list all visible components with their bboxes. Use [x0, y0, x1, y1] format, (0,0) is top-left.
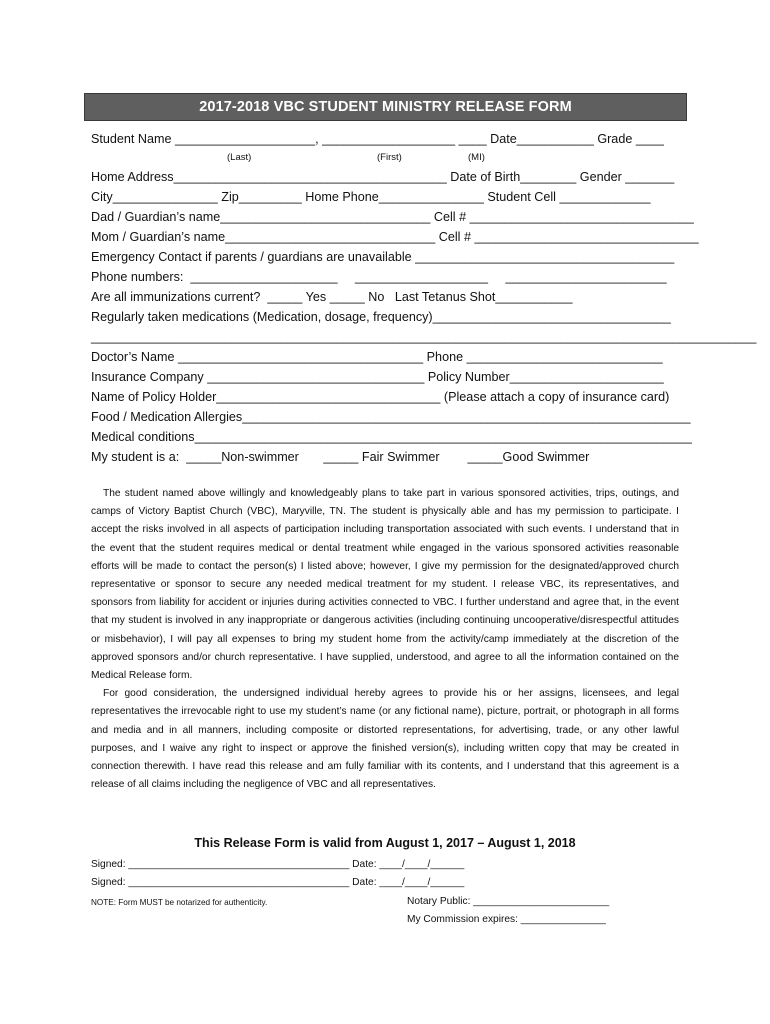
- immunizations-line[interactable]: Are all immunizations current? _____ Yes _____ No Last Tetanus Shot___________: [91, 290, 573, 304]
- notary-public-line[interactable]: Notary Public: ________________________: [407, 896, 610, 907]
- release-paragraph-1: The student named above willingly and knowledgeably plans to take part in various sponsored activities, trips, outings, and camps of Victory Baptist Church (VBC), Maryville, TN. The student is physically able and has my permission to participate. I accept the risks involved in all aspects of participation including transportation associated with such events. I understand that in the event that the student requires medical or dental treatment while engaged in the various sponsored activities reasonable efforts will be made to contact the person(s) I listed above; however, I give my permission for the designated/approved church representative or sponsor to secure any needed medical treatment for my student. I release VBC, its representatives, and sponsors from liability for accident or injuries during activities connected to VBC. I further understand and agree that, in the event that my student is involved in any inappropriate or dangerous activities (including continuing uncooperative/disrespectful attitudes or misbehavior), I will pay all expenses to bring my student home from the activity/camp immediately at the discretion of the approved sponsors and/or church representative. I have supplied, understood, and agree to all the information contained on the Medical Release form.: [91, 488, 679, 682]
- doctor-name-line[interactable]: Doctor’s Name ___________________________________ Phone ____________________________: [91, 350, 663, 364]
- validity-statement: This Release Form is valid from August 1, 2017 – August 1, 2018: [194, 836, 576, 850]
- swimmer-level-line[interactable]: My student is a: _____Non-swimmer _____ Fair Swimmer _____Good Swimmer: [91, 450, 590, 464]
- sublabel-last: (Last): [227, 152, 252, 163]
- student-info-fields: [91, 129, 757, 467]
- phone-numbers-line[interactable]: Phone numbers: _____________________ ___________________ _______________________: [91, 270, 667, 284]
- mom-guardian-line[interactable]: Mom / Guardian’s name______________________________ Cell # ________________________________: [91, 230, 699, 244]
- release-statement: [91, 485, 679, 794]
- signature-line-2[interactable]: Signed: _______________________________________ Date: ____/____/______: [91, 877, 465, 888]
- commission-expires-line[interactable]: My Commission expires: _______________: [407, 914, 606, 925]
- notarize-note: NOTE: Form MUST be notarized for authenticity.: [91, 898, 268, 907]
- name-sublabels: [91, 149, 687, 167]
- form-title: 2017-2018 VBC STUDENT MINISTRY RELEASE FORM: [199, 99, 572, 115]
- medical-conditions-line[interactable]: Medical conditions_______________________________________________________________________: [91, 430, 692, 444]
- medications-line[interactable]: Regularly taken medications (Medication, dosage, frequency)__________________________________: [91, 310, 671, 324]
- release-paragraph-2: For good consideration, the undersigned individual hereby agrees to provide his or her assigns, licensees, and legal representatives the irrevocable right to use my student’s name (or any fictional name), picture, portrait, or photograph in all forms and media and in all manners, including composite or distorted representations, for advertising, trade, or any other lawful purposes, and I waive any right to inspect or approve the finished version(s), including written copy that may be created in connection therewith. I have read this release and am fully familiar with its contents, and I understand that this agreement is a release of all claims including the negligence of VBC and all representatives.: [91, 688, 679, 791]
- allergies-line[interactable]: Food / Medication Allergies________________________________________________________________: [91, 410, 691, 424]
- emergency-contact-line[interactable]: Emergency Contact if parents / guardians are unavailable _____________________________________: [91, 250, 675, 264]
- insurance-company-line[interactable]: Insurance Company _______________________________ Policy Number______________________: [91, 370, 664, 384]
- medications-continuation-line[interactable]: _______________________________________________________________________________________________: [91, 330, 757, 344]
- form-title-bar: [84, 93, 687, 121]
- sublabel-first: (First): [377, 152, 402, 163]
- home-address-line[interactable]: Home Address_______________________________________ Date of Birth________ Gender _______: [91, 170, 675, 184]
- dad-guardian-line[interactable]: Dad / Guardian’s name______________________________ Cell # ________________________________: [91, 210, 694, 224]
- policy-holder-line[interactable]: Name of Policy Holder________________________________ (Please attach a copy of insurance card): [91, 390, 670, 404]
- sublabel-mi: (MI): [468, 152, 485, 163]
- city-zip-phone-line[interactable]: City_______________ Zip_________ Home Phone_______________ Student Cell _____________: [91, 190, 651, 204]
- signature-line-1[interactable]: Signed: _______________________________________ Date: ____/____/______: [91, 859, 465, 870]
- student-name-line[interactable]: Student Name ____________________, ___________________ ____ Date___________ Grade ____: [91, 132, 664, 146]
